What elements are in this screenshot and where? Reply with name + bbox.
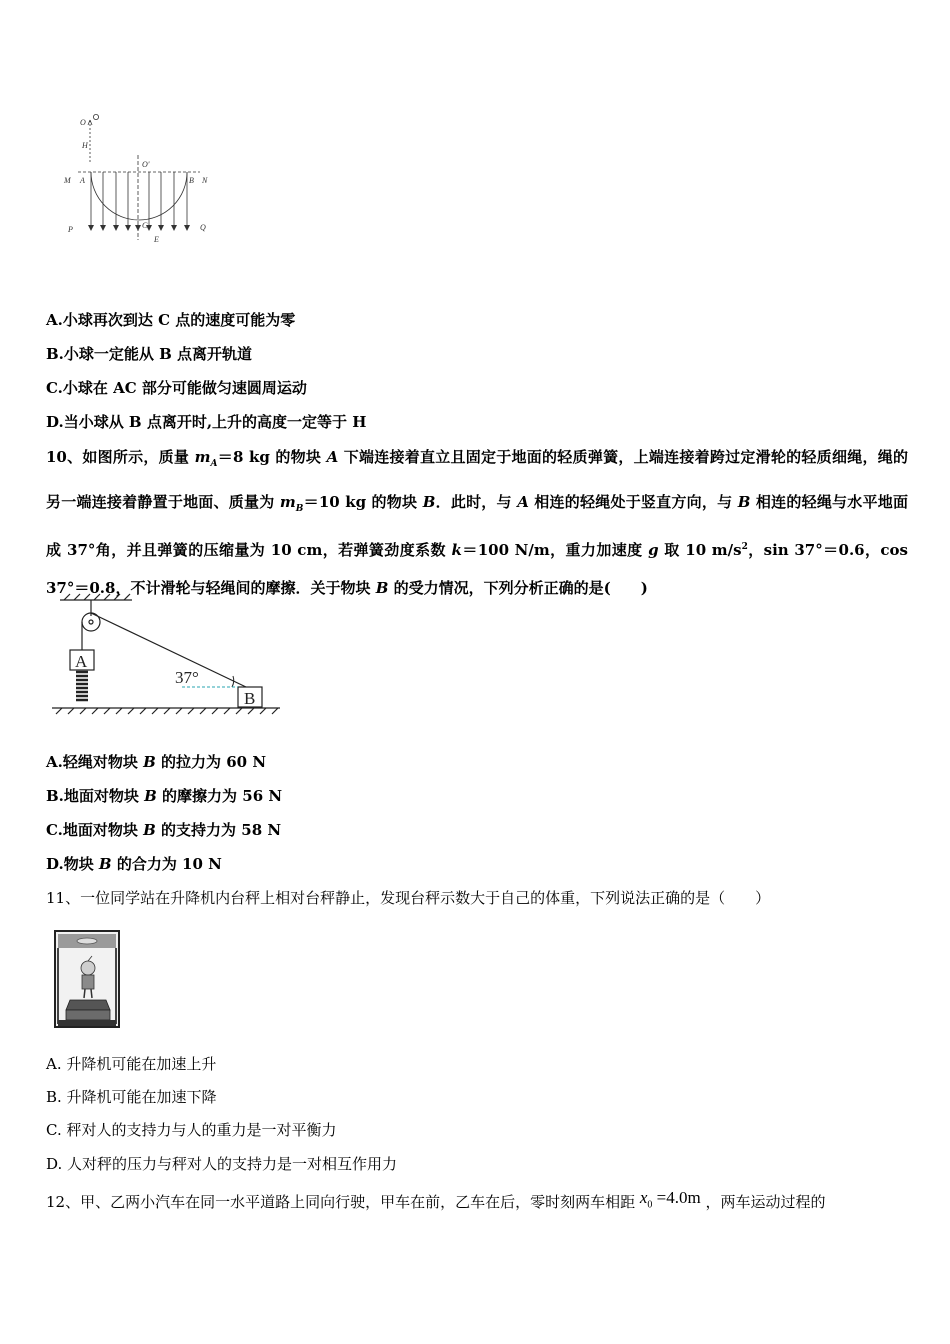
label-N: N: [202, 176, 208, 185]
q11-option-a: A. 升降机可能在加速上升: [46, 1055, 217, 1073]
label-A: A: [80, 176, 85, 185]
q9-option-c: C.小球在 AC 部分可能做匀速圆周运动: [46, 379, 307, 397]
label-C: C: [142, 221, 148, 230]
label-Oprime: O': [142, 160, 150, 169]
label-E: E: [154, 235, 159, 244]
ball: [93, 114, 98, 119]
elevator-picture: [54, 930, 122, 1030]
label-Q: Q: [200, 223, 206, 232]
label-P: P: [68, 225, 73, 234]
label-H: H: [82, 141, 88, 150]
label-O: O: [80, 118, 86, 127]
distance-formula: $x_0 =4.0m$: [639, 1188, 701, 1211]
figure-pulley: [48, 590, 288, 720]
q9-option-d: D.当小球从 B 点离开时,上升的高度一定等于 H: [46, 413, 367, 431]
label-B: B: [189, 176, 194, 185]
q10-stem: 10、如图所示，质量 $m_A=8$ kg 的物块 A 下端连接着直立且固定于地面的轻质弹簧，上端连接着跨过定滑轮的轻质细绳，绳的另一端连接着静置于地面、质量为 $m_B=10$ kg 的物块 B．此时，与 A 相连的轻绳处于竖直方向，与 B 相连的轻绳与水平地面成 37°角，并且弹簧的压缩量为 10 cm，若弹簧劲度系数 k＝100 N/m，重力加速度 g 取 10 $m/s^2$，sin 37°＝0.6，cos 37°＝0.8，不计滑轮与轻绳间的摩擦．关于物块 B 的受力情况，下列分析正确的是( ): [46, 448, 908, 597]
label-M: M: [64, 176, 71, 185]
block-b-label: B: [244, 689, 256, 708]
track-diagram: [60, 110, 220, 250]
figure-track: [60, 110, 220, 250]
q9-option-b: B.小球一定能从 B 点离开轨道: [46, 345, 253, 363]
figure-elevator: [54, 930, 122, 1030]
semicircle-track: [91, 172, 187, 220]
q10-option-c: C.地面对物块 B 的支持力为 58 N: [46, 821, 282, 839]
q11-stem: 11、一位同学站在升降机内台秤上相对台秤静止，发现台秤示数大于自己的体重，下列说法正确的是（ ）: [46, 889, 771, 907]
q12-stem: 12、甲、乙两小汽车在同一水平道路上同向行驶，甲车在前，乙车在后，零时刻两车相距 $x_0 =4.0m$ ，两车运动过程的: [46, 1188, 826, 1211]
q11-option-c: C. 秤对人的支持力与人的重力是一对平衡力: [46, 1121, 337, 1139]
q11-option-d: D. 人对秤的压力与秤对人的支持力是一对相互作用力: [46, 1155, 398, 1173]
q11-option-b: B. 升降机可能在加速下降: [46, 1088, 217, 1106]
block-a-label: A: [75, 652, 88, 671]
q10-option-d: D.物块 B 的合力为 10 N: [46, 855, 222, 873]
pulley-diagram: [48, 590, 288, 720]
q10-option-b: B.地面对物块 B 的摩擦力为 56 N: [46, 787, 283, 805]
angle-label: 37°: [175, 668, 199, 687]
q10-option-a: A.轻绳对物块 B 的拉力为 60 N: [46, 753, 267, 771]
q9-option-a: A.小球再次到达 C 点的速度可能为零: [46, 311, 296, 329]
